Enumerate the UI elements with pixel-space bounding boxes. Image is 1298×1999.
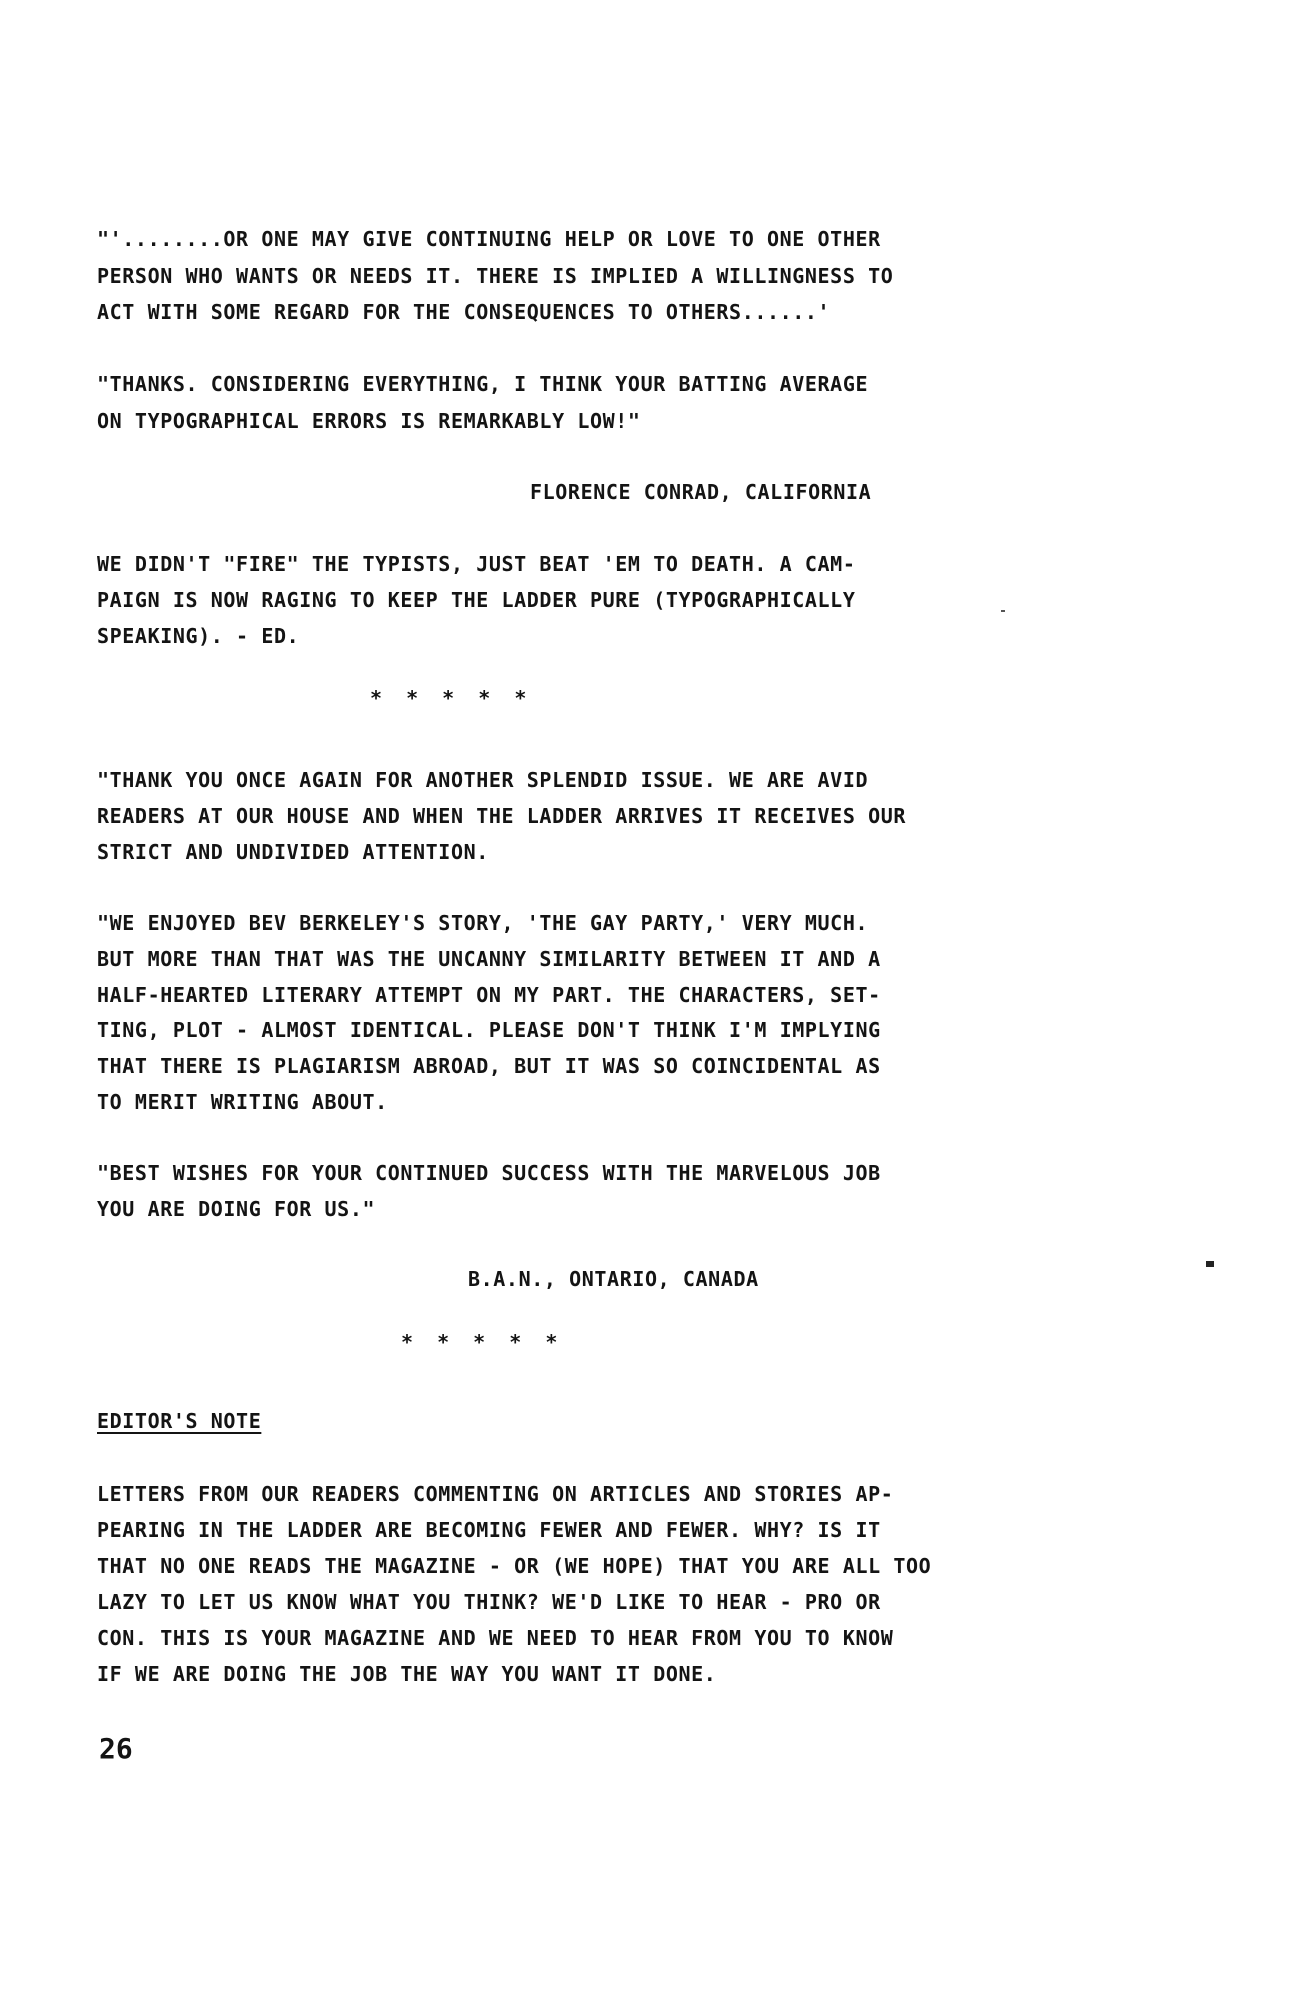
letter1-line-2: PERSON WHO WANTS OR NEEDS IT. THERE IS IMPLIED A WILLINGNESS TO bbox=[97, 264, 894, 288]
editor-reply-line-1: WE DIDN'T "FIRE" THE TYPISTS, JUST BEAT 'EM TO DEATH. A CAM- bbox=[97, 552, 856, 576]
separator-stars-1: * * * * * bbox=[370, 686, 533, 710]
letter1-signature: FLORENCE CONRAD, CALIFORNIA bbox=[530, 480, 872, 504]
letter1-line-1: "'........OR ONE MAY GIVE CONTINUING HELP OR LOVE TO ONE OTHER bbox=[97, 227, 881, 251]
letter2-line-11: YOU ARE DOING FOR US." bbox=[97, 1197, 376, 1221]
letter1-line-4: "THANKS. CONSIDERING EVERYTHING, I THINK YOUR BATTING AVERAGE bbox=[97, 372, 869, 396]
separator-stars-2: * * * * * bbox=[401, 1330, 564, 1354]
letter2-line-8: THAT THERE IS PLAGIARISM ABROAD, BUT IT WAS SO COINCIDENTAL AS bbox=[97, 1054, 881, 1078]
editors-note-heading: EDITOR'S NOTE bbox=[97, 1409, 262, 1433]
letter2-line-5: BUT MORE THAN THAT WAS THE UNCANNY SIMILARITY BETWEEN IT AND A bbox=[97, 947, 881, 971]
letter2-line-2: READERS AT OUR HOUSE AND WHEN THE LADDER ARRIVES IT RECEIVES OUR bbox=[97, 804, 907, 828]
letter2-line-10: "BEST WISHES FOR YOUR CONTINUED SUCCESS WITH THE MARVELOUS JOB bbox=[97, 1161, 881, 1185]
editor-reply-line-3: SPEAKING). - ED. bbox=[97, 624, 300, 648]
letter2-line-4: "WE ENJOYED BEV BERKELEY'S STORY, 'THE GAY PARTY,' VERY MUCH. bbox=[97, 911, 869, 935]
editors-note-line-3: THAT NO ONE READS THE MAGAZINE - OR (WE HOPE) THAT YOU ARE ALL TOO bbox=[97, 1554, 932, 1578]
editors-note-line-4: LAZY TO LET US KNOW WHAT YOU THINK? WE'D LIKE TO HEAR - PRO OR bbox=[97, 1590, 881, 1614]
editor-reply-line-2: PAIGN IS NOW RAGING TO KEEP THE LADDER PURE (TYPOGRAPHICALLY bbox=[97, 588, 856, 612]
letter2-line-9: TO MERIT WRITING ABOUT. bbox=[97, 1090, 388, 1114]
letter2-line-6: HALF-HEARTED LITERARY ATTEMPT ON MY PART. THE CHARACTERS, SET- bbox=[97, 983, 881, 1007]
editors-note-line-1: LETTERS FROM OUR READERS COMMENTING ON ARTICLES AND STORIES AP- bbox=[97, 1482, 894, 1506]
editors-note-line-5: CON. THIS IS YOUR MAGAZINE AND WE NEED TO HEAR FROM YOU TO KNOW bbox=[97, 1626, 894, 1650]
scan-artifact-mark bbox=[1206, 1261, 1214, 1267]
letter1-line-3: ACT WITH SOME REGARD FOR THE CONSEQUENCES TO OTHERS......' bbox=[97, 300, 831, 324]
editors-note-line-2: PEARING IN THE LADDER ARE BECOMING FEWER AND FEWER. WHY? IS IT bbox=[97, 1518, 881, 1542]
letter2-signature: B.A.N., ONTARIO, CANADA bbox=[468, 1267, 759, 1291]
scan-artifact-dot bbox=[1001, 610, 1005, 612]
letter2-line-3: STRICT AND UNDIVIDED ATTENTION. bbox=[97, 840, 489, 864]
letter2-line-1: "THANK YOU ONCE AGAIN FOR ANOTHER SPLENDID ISSUE. WE ARE AVID bbox=[97, 768, 869, 792]
page-number: 26 bbox=[99, 1732, 133, 1765]
letter1-line-5: ON TYPOGRAPHICAL ERRORS IS REMARKABLY LOW!" bbox=[97, 409, 641, 433]
letter2-line-7: TING, PLOT - ALMOST IDENTICAL. PLEASE DON'T THINK I'M IMPLYING bbox=[97, 1018, 881, 1042]
editors-note-line-6: IF WE ARE DOING THE JOB THE WAY YOU WANT IT DONE. bbox=[97, 1662, 717, 1686]
